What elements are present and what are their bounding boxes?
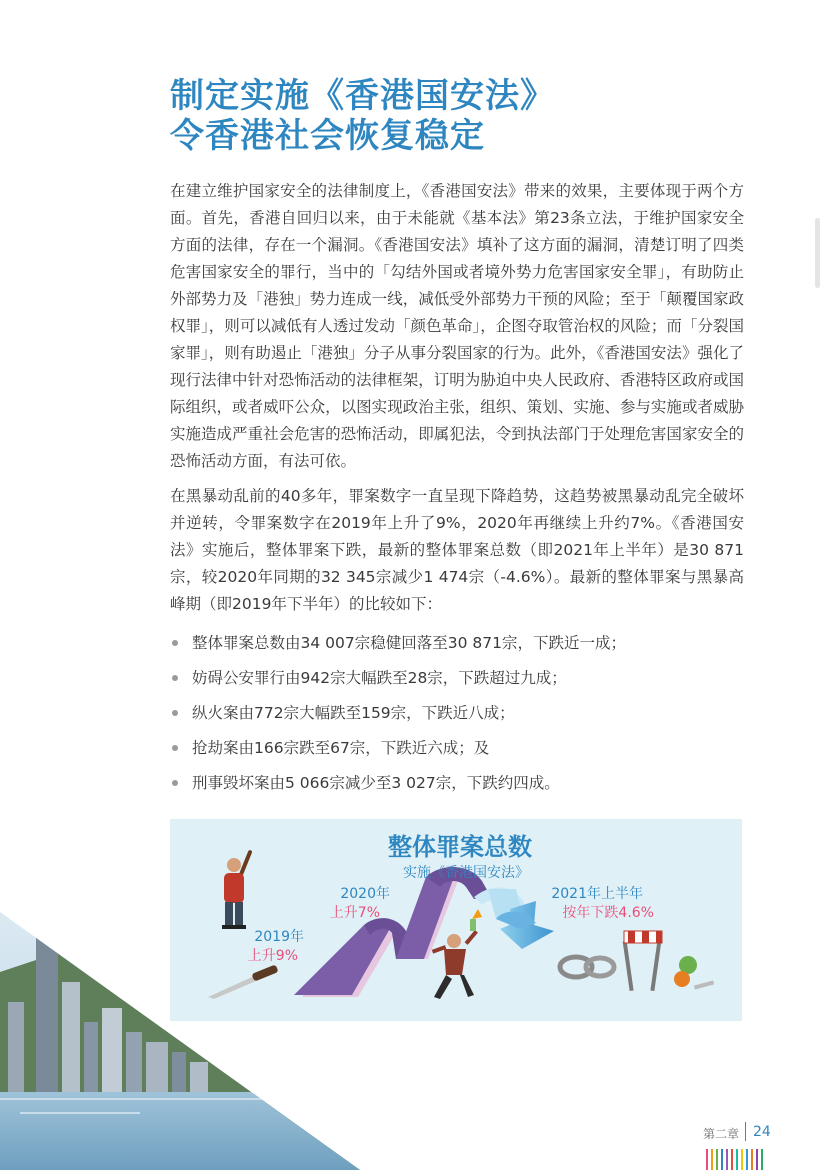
infographic-subtitle: 实施《香港国安法》 [403,865,529,881]
page-number: 24 [753,1124,771,1140]
footer-divider [745,1122,746,1141]
road-barrier-icon [623,931,714,991]
title-line-1: 制定实施《香港国安法》 [170,76,555,116]
label-2020-year: 2020年 [340,886,390,902]
handcuffs-icon [560,957,614,977]
list-item: 妨碍公安罪行由942宗大幅跌至28宗，下跌超过九成； [170,661,744,696]
page-title [170,76,555,156]
list-item: 刑事毁坏案由5 066宗减少至3 027宗，下跌约四成。 [170,766,744,801]
label-2021-year: 2021年上半年 [551,886,643,902]
infographic-title: 整体罪案总数 [388,833,532,861]
list-item: 抢劫案由166宗跌至67宗，下跌近六成；及 [170,731,744,766]
label-2021-change: 按年下跌4.6% [562,905,654,921]
title-line-2: 令香港社会恢复稳定 [170,116,485,156]
paragraph-2: 在黑暴动乱前的40多年，罪案数字一直呈现下降趋势，这趋势被黑暴动乱完全破坏并逆转，令罪案数字在2019年上升了9%，2020年再继续上升约7%。《香港国安法》实施后，整体罪案下跌，最新的整体罪案总数（即2021年上半年）是30 871宗，较2020年同期的32 345宗减少1 474宗（-4.6%）。最新的整体罪案与黑暴高峰期（即2019年下半年）的比较如下： [170,487,744,613]
list-item: 整体罪案总数由34 007宗稳健回落至30 871宗，下跌近一成； [170,626,744,661]
list-item: 纵火案由772宗大幅跌至159宗，下跌近八成； [170,696,744,731]
decorative-color-bars [706,1149,766,1170]
label-2019-year: 2019年 [254,929,304,945]
paragraph-1: 在建立维护国家安全的法律制度上，《香港国安法》带来的效果，主要体现于两个方面。首先，香港自回归以来，由于未能就《基本法》第23条立法，于维护国家安全方面的法律，存在一个漏洞。《香港国安法》填补了这方面的漏洞，清楚订明了四类危害国家安全的罪行，当中的「勾结外国或者境外势力危害国家安全罪」，有助防止外部势力及「港独」势力连成一线，减低受外部势力干预的风险；至于「颠覆国家政权罪」，则可以减低有人透过发动「颜色革命」，企图夺取管治权的风险；而「分裂国家罪」，则有助遏止「港独」分子从事分裂国家的行为。此外，《香港国安法》强化了现行法律中针对恐怖活动的法律框架，订明为胁迫中央人民政府、香港特区政府或国际组织，或者威吓公众，以图实现政治主张，组织、策划、实施、参与实施或者威胁实施造成严重社会危害的恐怖活动，即属犯法，令到执法部门于处理危害国家安全的恐怖活动方面，有法可依。 [170,182,744,470]
scroll-indicator[interactable] [815,218,820,288]
crime-stats-list [170,626,744,801]
falling-arrow [474,887,554,949]
footer-chapter-label: 第二章 [703,1127,740,1141]
city-skyline-image [0,912,360,1170]
label-2020-change: 上升7% [329,905,380,921]
label-2019-change: 上升9% [247,948,298,964]
